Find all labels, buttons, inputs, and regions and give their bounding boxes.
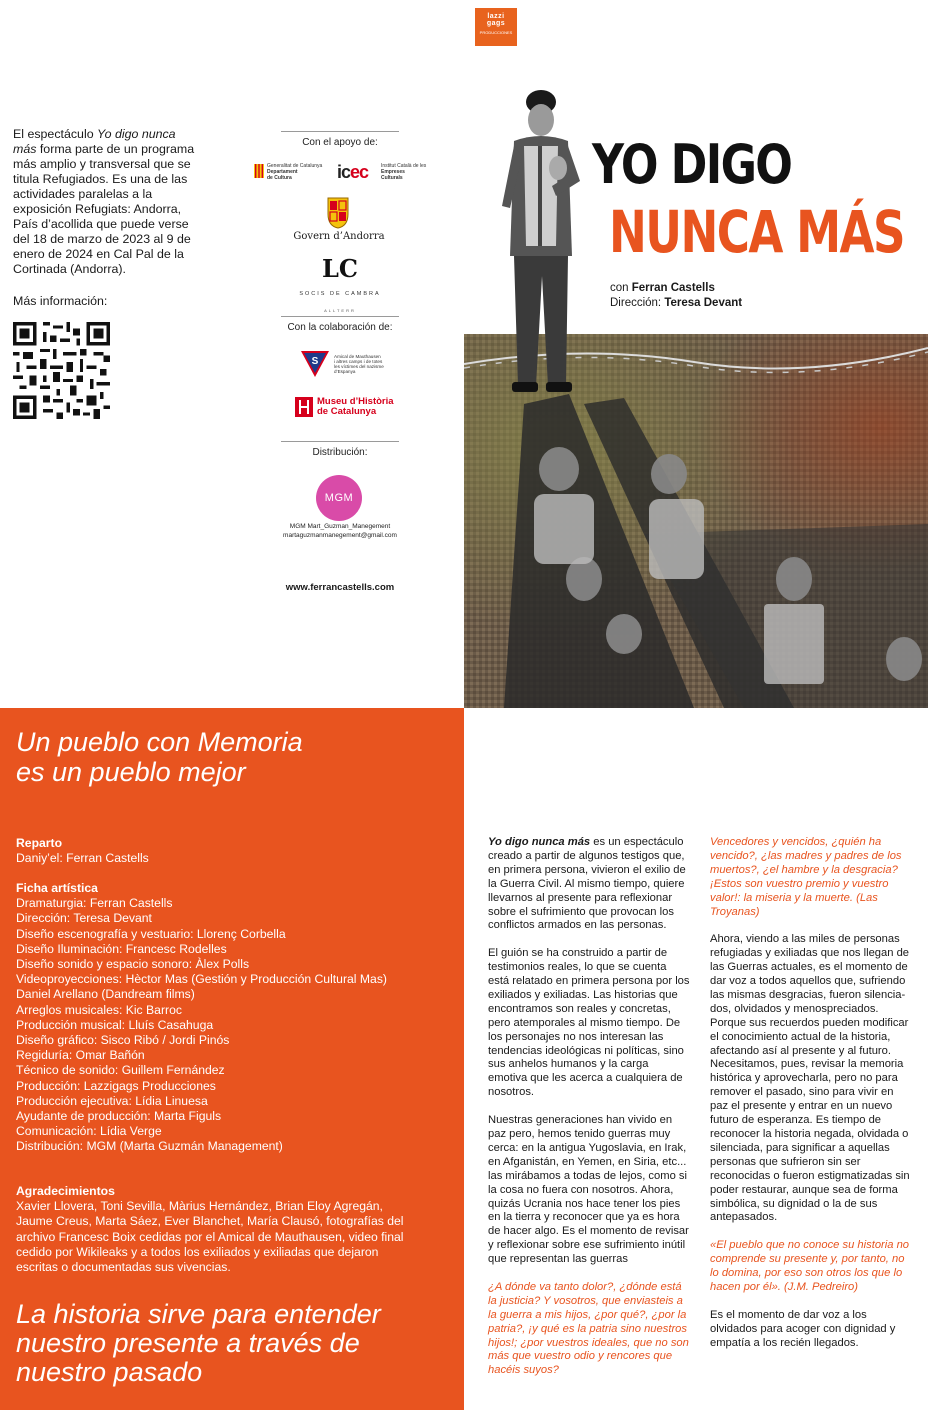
socis-top-text: SOCIS DE CAMBRA — [299, 291, 381, 297]
agradecimientos-line: Jaume Creus, Marta Sáez, Ever Blanchet, María Clausó, fotografías del — [16, 1214, 404, 1229]
col1-paragraph-2: El guión se ha construido a partir de testimonios reales, lo que se cuenta está relatado en primera persona por los exiliados y exiliadas. Las historias que encontramos son reales y concretas, pero atemporales al mismo tiempo. De los personajes no nos interesan las tendencias ideológicas ni políticas, sino sus anhelos humanos y la carga emotiva que les acerca a cualquiera de nosotros. — [488, 947, 690, 1099]
museu-line1: Museu d’Història — [317, 396, 394, 407]
divider — [281, 316, 399, 317]
andorra-coat-of-arms-icon — [324, 196, 352, 230]
slogan-top — [16, 727, 303, 787]
ficha-line: Producción musical: Lluís Casahuga — [16, 1017, 214, 1032]
qr-code-icon[interactable] — [13, 322, 110, 419]
agradecimientos-heading: Agradecimientos — [16, 1184, 115, 1198]
support-label: Con el apoyo de: — [302, 137, 378, 148]
slogan-top-line1: Un pueblo con Memoria — [16, 727, 303, 757]
icec-line3: Culturals — [381, 175, 403, 181]
slogan-bottom-line3: nuestro pasado — [16, 1357, 203, 1387]
mgm-logo: MGM — [316, 475, 362, 521]
ficha-line: Videoproyecciones: Hèctor Mas (Gestión y Producción Cultural Mas) — [16, 972, 387, 987]
ficha-heading: Ficha artística — [16, 881, 98, 895]
icec-logo — [337, 162, 431, 182]
slogan-bottom — [16, 1300, 381, 1387]
reparto-heading: Reparto — [16, 836, 63, 850]
description-column-1 — [488, 836, 690, 1392]
col2-paragraph-1: Ahora, viendo a las miles de personas refugiadas y exiliadas que nos llegan de las Guerras actuales, es el momento de dar voz a todos aquellos que, sufriendo las mismas desgracias, fueron silencia-dos, olvidados y menospreciados. Porque sus recuerdos pueden modificar el conocimiento actual de la historia, afectando así al presente y al futuro. Necesitamos, pues, revisar la memoria histórica y aprovecharla, pero no para remover el pasado, sino para vivir en paz el presente y entrar en un nuevo futuro de esperanza. Es tiempo de reconocer la historia negada, olvidada o silenciada, para significar a aquellas personas que sufrieron sin ser reconocidas o fueron estigmatizadas sin poder restaurar, aunque sea de forma simbólica, su dignidad o la de sus antepasados. — [710, 933, 910, 1224]
col1-paragraph-3: Nuestras generaciones han vivido en paz pero, hemos tenido guerras muy cerca: en la antigua Yugoslavia, en Irak, en Afganistán, en Yemen, en Siria, etc... las mirábamos a todas de lejos, como si la cosa no fuera con nosotros. Ahora, quizás Ucrania nos hace tener los pies en la tierra y reconocer que ya es hora de hacer algo. Es el momento de revisar y reflexionar sobre ese sufrimiento inútil que representan las guerras — [488, 1114, 689, 1266]
director-credit — [610, 297, 742, 309]
agradecimientos-line: cedido por Wikileaks y a todos los exiliados y exiliadas que dejaron — [16, 1244, 379, 1259]
amical-line1: Amical de Mauthausen — [334, 354, 381, 359]
amical-line3: les víctimes del nazisme — [334, 364, 384, 369]
museu-mark-icon — [295, 397, 313, 417]
icec-line1: Institut Català de les — [381, 163, 427, 169]
museu-historia-logo — [295, 396, 405, 420]
director-name: Teresa Devant — [664, 297, 743, 309]
logo-line1: lazzi — [487, 13, 505, 20]
ficha-line: Regiduría: Omar Bañón — [16, 1048, 145, 1063]
cast-credit — [610, 282, 715, 294]
intro-text-1: El espectáculo — [13, 127, 98, 141]
ficha-line: Ayudante de producción: Marta Figuls — [16, 1109, 222, 1124]
ficha-line: Daniel Arellano (Dandream films) — [16, 987, 195, 1002]
ficha-line: Técnico de sonido: Guillem Fernández — [16, 1063, 225, 1078]
more-info-label: Más información: — [13, 294, 108, 308]
generalitat-logo — [254, 163, 334, 181]
catalan-flag-icon — [254, 164, 264, 178]
socis-monogram: LC — [322, 254, 358, 283]
col1-paragraph-1 — [488, 836, 690, 933]
logo-line3: PRODUCCIONES — [479, 29, 513, 35]
show-title-line1: YO DIGO — [592, 133, 792, 196]
actor-figure — [496, 86, 586, 406]
ficha-line: Producción: Lazzigags Producciones — [16, 1078, 216, 1093]
agradecimientos-line: archivo Francesc Boix cedidas por el Amical de Mauthausen, video final — [16, 1229, 404, 1244]
museu-line2: de Catalunya — [317, 406, 377, 417]
amical-mauthausen-logo — [300, 350, 390, 380]
generalitat-line3: de Cultura — [267, 175, 292, 181]
ficha-line: Comunicación: Lídia Verge — [16, 1124, 162, 1139]
cast-prefix: con — [610, 282, 632, 294]
ficha-line: Diseño Iluminación: Francesc Rodelles — [16, 941, 227, 956]
logo-line2: gags — [486, 20, 506, 28]
mgm-email[interactable]: martaguzmanmanegement@gmail.com — [283, 531, 397, 539]
icec-wordmark: icec — [337, 162, 369, 182]
ficha-line: Producción ejecutiva: Lídia Linuesa — [16, 1093, 208, 1108]
generalitat-line1: Generalitat de Catalunya — [267, 163, 323, 169]
svg-text:S: S — [311, 356, 319, 367]
show-title-line2: NUNCA MÁS — [609, 198, 904, 266]
agradecimientos-section — [16, 1184, 456, 1275]
col1-p1-text: es un espectáculo creado a partir de algunos testigos que, en primera persona, vivieron el exilio de la Guerra Civil. Al mismo tiempo, quiere llevarnos al presente para reflexionar sobre el sufrimiento que provocan los conflictos armados en las personas. — [488, 836, 686, 932]
col2-quote-pedreiro: «El pueblo que no conoce su historia no comprende su presente y, por tanto, no lo domina, por eso son otros los que lo hacen por él». (J.M. Pedreiro) — [710, 1239, 910, 1293]
ficha-line: Dramaturgia: Ferran Castells — [16, 896, 173, 911]
amical-line4: d’Espanya — [334, 369, 356, 374]
mgm-contact — [250, 523, 430, 540]
mgm-name: MGM Mart_Guzman_Manegement — [289, 523, 391, 530]
intro-title-italic: Yo digo nunca más — [13, 127, 176, 156]
reparto-line: Daniy’el: Ferran Castells — [16, 851, 149, 866]
slogan-bottom-line2: nuestro presente a través de — [16, 1328, 360, 1358]
distribution-label: Distribución: — [312, 447, 368, 458]
amical-line2: i altres camps i de totes — [334, 359, 383, 364]
agradecimientos-line: Xavier Llovera, Toni Sevilla, Màrius Hernández, Brian Eloy Agregán, — [16, 1199, 383, 1214]
col2-quote-troyanas: Vencedores y vencidos, ¿quién ha vencido?, ¿las madres y padres de los muertos?, ¿el hambre y la desgracia? ¡Estos son vuestro premio y vuestro valor!: la miseria y la muerte. (Las Troyanas) — [710, 836, 902, 918]
cast-name: Ferran Castells — [631, 282, 715, 294]
intro-paragraph — [13, 127, 195, 277]
ficha-line: Arreglos musicales: Kic Barroc — [16, 1002, 182, 1017]
govern-andorra-label: Govern d’Andorra — [293, 231, 385, 242]
intro-text-2: forma parte de un programa más amplio y transversal que se titula Refugiados. Es una de las actividades paralelas a la exposición Refugiats: Andorra, País d’acollida que puede verse del 18 de marzo de 2023 al 9 de enero de 2024 en Cal Pal de la Cortinada (Andorra). — [13, 142, 195, 276]
collab-label: Con la colaboración de: — [287, 322, 393, 333]
reparto-section — [16, 836, 456, 866]
socis-de-cambra-logo — [290, 254, 390, 313]
website-link[interactable]: www.ferrancastells.com — [285, 582, 395, 593]
lazzigags-logo — [475, 8, 517, 46]
socis-bottom-text: ALLTERR — [324, 308, 356, 313]
col1-title-bold: Yo digo nunca más — [488, 836, 591, 848]
ficha-line: Diseño gráfico: Sisco Ribó / Jordi Pinós — [16, 1033, 230, 1048]
divider — [281, 441, 399, 442]
divider — [281, 131, 399, 132]
ficha-line: Diseño sonido y espacio sonoro: Àlex Polls — [16, 957, 250, 972]
director-prefix: Dirección: — [610, 297, 665, 309]
generalitat-line2: Departament — [267, 169, 298, 175]
description-column-2 — [710, 836, 910, 1364]
slogan-top-line2: es un pueblo mejor — [16, 757, 246, 787]
ficha-line: Dirección: Teresa Devant — [16, 911, 152, 926]
ficha-section — [16, 881, 456, 1155]
agradecimientos-line: escritas o documentadas sus vivencias. — [16, 1260, 231, 1275]
slogan-bottom-line1: La historia sirve para entender — [16, 1299, 381, 1329]
triangle-badge-icon — [300, 350, 330, 378]
col1-quote: ¿A dónde va tanto dolor?, ¿dónde está la justicia? Y vosotros, que enviasteis a la guerra a mis hijos, ¿por qué?, ¿por la patria?, ¡y qué es la patria sino nuestros hijos!; ¿por vuestros ideales, que no son más que vuestro odio y rencores que hacéis suyos? — [488, 1280, 689, 1377]
ficha-line: Diseño escenografía y vestuario: Llorenç Corbella — [16, 926, 286, 941]
icec-line2: Empreses — [381, 169, 405, 175]
col2-paragraph-2: Es el momento de dar voz a los olvidados para acoger con dignidad y empatía a los recién llegados. — [710, 1308, 896, 1349]
ficha-line: Distribución: MGM (Marta Guzmán Management) — [16, 1139, 283, 1154]
